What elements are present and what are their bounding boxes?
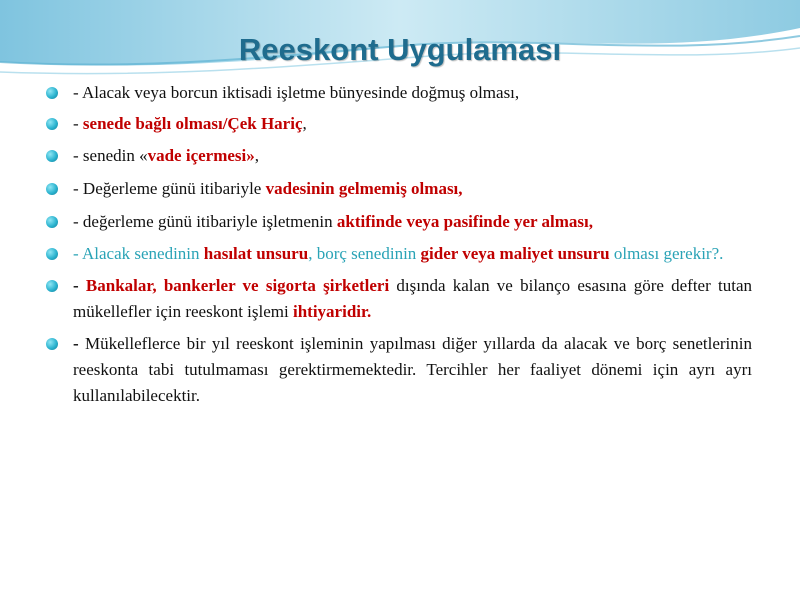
bullet-emphasis: Bankalar, bankerler ve sigorta şirketleri [85,276,390,295]
bullet-text: - senedin « [73,146,148,165]
bullet-dot-icon [46,118,58,130]
bullet-emphasis: hasılat unsuru [203,244,309,263]
bullet-dot-icon [46,150,58,162]
bullet-dot-icon [46,183,58,195]
bullet-text: - Değerleme günü itibariyle [73,179,266,198]
bullet-text: - [73,114,83,133]
slide-title: Reeskont Uygulaması [238,32,562,67]
bullet-text: olması gerekir?. [609,244,724,263]
bullet-dot-icon [46,87,58,99]
bullet-emphasis: aktifinde veya pasifinde yer alması, [336,212,594,231]
bullet-text: , [302,114,307,133]
bullet-text: , borç senedinin [308,244,421,263]
bullet-text: - Alacak veya borcun iktisadi işletme bünyesinde doğmuş olması, [73,83,520,102]
bullet-text: - [73,276,86,295]
bullet-list [46,80,752,409]
bullet-item [46,111,752,137]
bullet-item [46,241,752,267]
bullet-item [46,176,752,202]
bullet-text: - Alacak senedinin [73,244,204,263]
bullet-emphasis: vade içermesi» [147,146,255,165]
bullet-text: - değerleme günü itibariyle işletmenin [73,212,337,231]
bullet-text: dışında kalan ve bilanço esasına göre defter tutan mükellefler için reeskont işlemi [73,276,752,321]
bullet-item [46,331,752,409]
bullet-emphasis: senede bağlı olması/Çek Hariç [82,114,303,133]
bullet-dot-icon [46,248,58,260]
bullet-item [46,209,752,235]
bullet-dot-icon [46,216,58,228]
bullet-text: , [254,146,259,165]
bullet-emphasis: ihtiyaridir. [293,302,372,321]
bullet-emphasis: gider veya maliyet unsuru [420,244,610,263]
bullet-item [46,80,752,106]
bullet-dot-icon [46,338,58,350]
bullet-emphasis: vadesinin gelmemiş olması, [265,179,463,198]
bullet-item [46,273,752,325]
bullet-dot-icon [46,280,58,292]
bullet-text: - [73,334,85,353]
bullet-item [46,143,752,169]
bullet-text: Mükelleflerce bir yıl reeskont işleminin yapılması diğer yıllarda da alacak ve borç senetlerinin reeskonta tabi tutulmaması gerektirmemektedir. Tercihler her faaliyet dönemi için ayrı ayrı kullanılabilecektir. [73,334,752,405]
